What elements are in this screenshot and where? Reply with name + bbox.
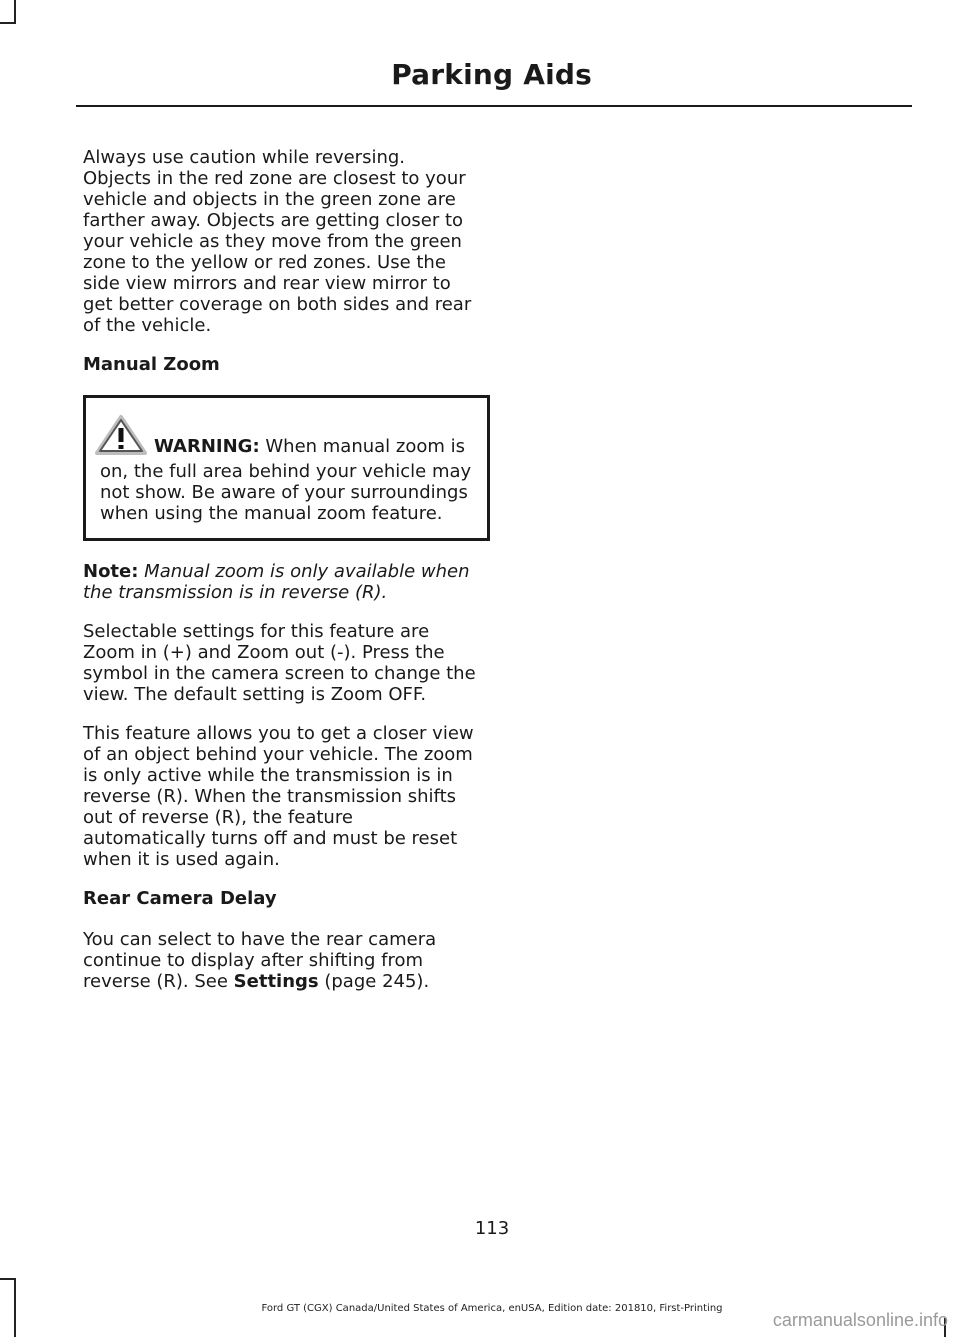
page-title: Parking Aids	[391, 58, 592, 91]
warning-label: WARNING:	[154, 436, 260, 457]
zoom-settings-paragraph: Selectable settings for this feature are Zoom in (+) and Zoom out (-). Press the symbol in the camera screen to change the view. The default setting is Zoom OFF.	[83, 621, 476, 705]
footer-edition-info: Ford GT (CGX) Canada/United States of America, enUSA, Edition date: 201810, First-Printing	[261, 1303, 723, 1314]
note-label: Note:	[83, 561, 139, 582]
warning-text: When manual zoom is on, the full area behind your vehicle may not show. Be aware of your surroundings when using the manual zoom feature.	[100, 436, 472, 524]
content-column	[83, 147, 478, 992]
warning-triangle-icon	[94, 414, 148, 461]
warning-box	[83, 395, 490, 541]
note-paragraph	[83, 561, 478, 603]
header-divider	[76, 105, 912, 107]
rear-camera-delay-heading: Rear Camera Delay	[83, 888, 277, 909]
settings-link[interactable]: Settings	[233, 971, 319, 992]
watermark: carmanualsonline.info	[772, 1310, 948, 1330]
warning-paragraph	[100, 414, 473, 524]
rear-camera-delay-paragraph	[83, 929, 478, 992]
crop-mark	[0, 22, 16, 24]
crop-mark	[0, 1278, 16, 1280]
note-text: Manual zoom is only available when the transmission is in reverse (R).	[83, 561, 470, 603]
page-number: 113	[474, 1218, 510, 1239]
rear-camera-delay-text: You can select to have the rear camera continue to display after shifting from reverse (R). See	[83, 929, 437, 992]
crop-mark	[14, 0, 16, 22]
manual-zoom-heading: Manual Zoom	[83, 354, 220, 375]
zoom-feature-paragraph: This feature allows you to get a closer view of an object behind your vehicle. The zoom is only active while the transmission is in reverse (R). When the transmission shifts out of reverse (R), the feature automatically turns off and must be reset when it is used again.	[83, 723, 474, 870]
intro-paragraph: Always use caution while reversing. Objects in the red zone are closest to your vehicle and objects in the green zone are farther away. Objects are getting closer to your vehicle as they move from the green zone to the yellow or red zones. Use the side view mirrors and rear view mirror to get better coverage on both sides and rear of the vehicle.	[83, 147, 472, 336]
page-reference: (page 245).	[318, 971, 430, 992]
